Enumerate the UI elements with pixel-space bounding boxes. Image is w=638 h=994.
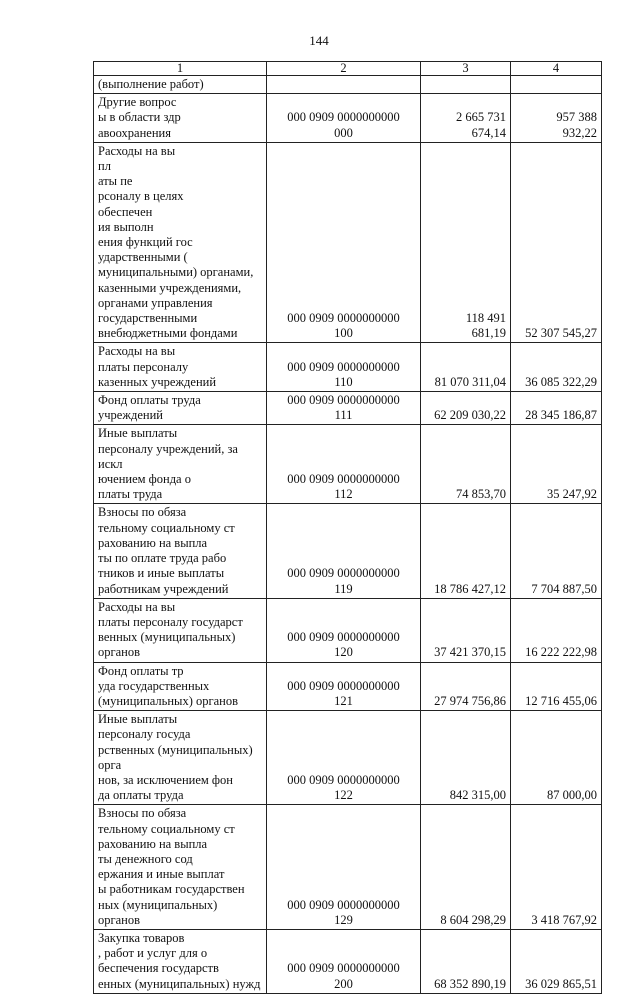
row-value-col3-cell [421,76,511,94]
row-value-col3-cell: 842 315,00 [421,711,511,805]
row-code-cell: 000 0909 0000000000 129 [267,805,421,930]
row-value-col3-cell: 37 421 370,15 [421,598,511,662]
row-value-col4-cell: 3 418 767,92 [511,805,602,930]
row-name-cell: Фонд оплаты труда учреждений [94,392,267,425]
row-name-cell: Взносы по обяза тельному социальному ст рахованию на выпла ты по оплате труда рабо тников и иные выплаты работникам учреждений [94,504,267,598]
table-row [94,76,602,94]
table-row [94,392,602,425]
row-name-cell: Другие вопрос ы в области здр авоохранения [94,94,267,143]
row-value-col4-cell: 16 222 222,98 [511,598,602,662]
row-name-cell: Расходы на вы платы персоналу казенных учреждений [94,343,267,392]
row-value-col4-cell: 36 029 865,51 [511,929,602,993]
row-code-cell: 000 0909 0000000000 122 [267,711,421,805]
row-code-cell: 000 0909 0000000000 000 [267,94,421,143]
row-value-col4-cell: 87 000,00 [511,711,602,805]
table-header-row [94,62,602,76]
row-value-col3-cell: 118 491 681,19 [421,142,511,343]
row-name-cell: (выполнение работ) [94,76,267,94]
budget-table [93,61,602,994]
row-code-cell: 000 0909 0000000000 120 [267,598,421,662]
row-value-col4-cell: 957 388 932,22 [511,94,602,143]
column-header-4: 4 [511,62,602,76]
table-row [94,929,602,993]
row-name-cell: Иные выплаты персоналу госуда рственных (муниципальных) орга нов, за исключением фон да оплаты труда [94,711,267,805]
row-value-col4-cell [511,76,602,94]
row-code-cell: 000 0909 0000000000 112 [267,425,421,504]
row-code-cell: 000 0909 0000000000 110 [267,343,421,392]
row-code-cell: 000 0909 0000000000 200 [267,929,421,993]
row-name-cell: Взносы по обяза тельному социальному ст рахованию на выпла ты денежного сод ержания и иные выплат ы работникам государствен ных (муниципальных) органов [94,805,267,930]
row-value-col3-cell: 62 209 030,22 [421,392,511,425]
table-row [94,662,602,711]
row-value-col3-cell: 18 786 427,12 [421,504,511,598]
row-value-col3-cell: 27 974 756,86 [421,662,511,711]
page-number: 144 [309,33,329,48]
row-code-cell: 000 0909 0000000000 100 [267,142,421,343]
row-value-col3-cell: 8 604 298,29 [421,805,511,930]
row-name-cell: Иные выплаты персоналу учреждений, за искл ючением фонда о платы труда [94,425,267,504]
row-name-cell: Закупка товаров , работ и услуг для о беспечения государств енных (муниципальных) нужд [94,929,267,993]
row-value-col4-cell: 7 704 887,50 [511,504,602,598]
row-code-cell [267,76,421,94]
table-row [94,425,602,504]
column-header-2: 2 [267,62,421,76]
row-value-col3-cell: 74 853,70 [421,425,511,504]
table-row [94,805,602,930]
row-code-cell: 000 0909 0000000000 119 [267,504,421,598]
row-value-col3-cell: 2 665 731 674,14 [421,94,511,143]
table-row [94,94,602,143]
row-code-cell: 000 0909 0000000000 121 [267,662,421,711]
table-row [94,142,602,343]
column-header-3: 3 [421,62,511,76]
table-row [94,343,602,392]
row-value-col4-cell: 52 307 545,27 [511,142,602,343]
table-row [94,598,602,662]
row-value-col3-cell: 68 352 890,19 [421,929,511,993]
table-row [94,504,602,598]
row-value-col4-cell: 12 716 455,06 [511,662,602,711]
row-code-cell: 000 0909 0000000000 111 [267,392,421,425]
row-value-col3-cell: 81 070 311,04 [421,343,511,392]
row-name-cell: Расходы на вы платы персоналу государст венных (муниципальных) органов [94,598,267,662]
table-row [94,711,602,805]
row-value-col4-cell: 36 085 322,29 [511,343,602,392]
row-name-cell: Фонд оплаты тр уда государственных (муниципальных) органов [94,662,267,711]
row-value-col4-cell: 28 345 186,87 [511,392,602,425]
row-name-cell: Расходы на вы пл аты пе рсоналу в целях обеспечен ия выполн ения функций гос ударственными ( муниципальными) органами, казенными учреждениями, органами управления государственными внебюджетными фондами [94,142,267,343]
row-value-col4-cell: 35 247,92 [511,425,602,504]
column-header-1: 1 [94,62,267,76]
